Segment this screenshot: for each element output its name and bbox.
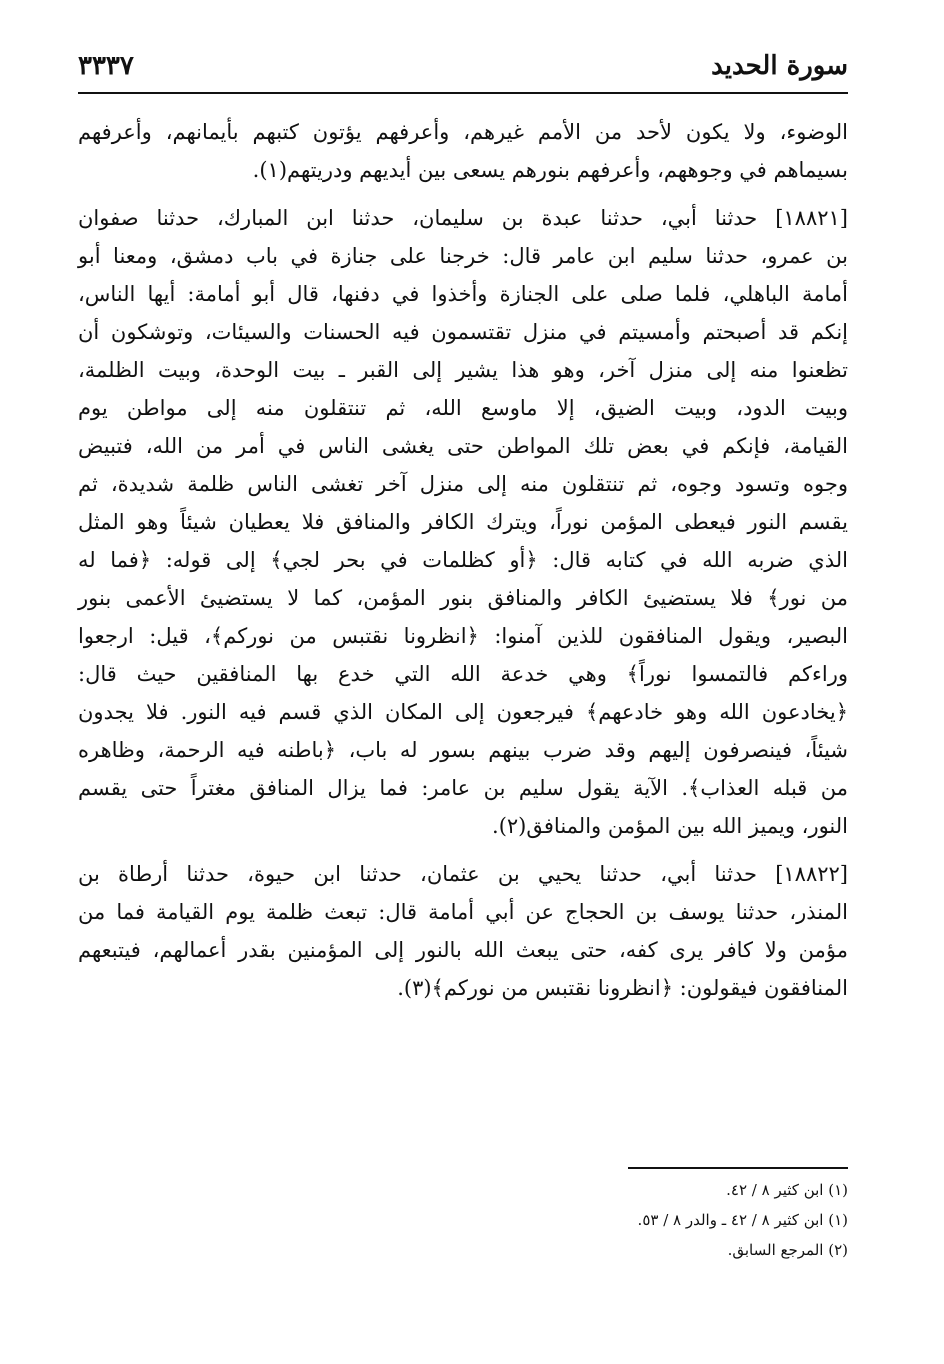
footnote: (١) ابن كثير ٨ / ٤٢. bbox=[726, 1181, 848, 1199]
text-line: شيئاً، فينصرفون إليهم وقد ضرب بينهم بسور له باب، ﴿باطنه فيه الرحمة، وظاهره bbox=[78, 738, 848, 762]
text-line: الوضوء، ولا يكون لأحد من الأمم غيرهم، وأعرفهم يؤتون كتبهم بأيمانهم، وأعرفهم bbox=[78, 120, 848, 144]
footnote-rule bbox=[628, 1167, 848, 1169]
text-line: ﴿يخادعون الله وهو خادعهم﴾ فيرجعون إلى المكان الذي قسم فيه النور. فلا يجدون bbox=[78, 700, 848, 724]
text-line: من قبله العذاب﴾. الآية يقول سليم بن عامر: فما يزال المنافق مغتراً حتى يقسم bbox=[78, 776, 848, 800]
main-text bbox=[78, 113, 848, 1007]
text-line: بن عمرو، حدثنا سليم ابن عامر قال: خرجنا على جنازة في باب دمشق، ومعنا أبو bbox=[78, 244, 848, 268]
paragraph-gap bbox=[78, 845, 848, 855]
text-line: القيامة، فإنكم في بعض تلك المواطن حتى يغشى الناس في أمر من الله، فتبيض bbox=[78, 434, 848, 458]
footnotes bbox=[78, 1175, 848, 1265]
text-line: بسيماهم في وجوههم، وأعرفهم بنورهم يسعى بين أيديهم ودريتهم(١). bbox=[252, 158, 848, 182]
footnote: (١) ابن كثير ٨ / ٤٢ ـ والدر ٨ / ٥٣. bbox=[637, 1211, 848, 1229]
text-line: النور، ويميز الله بين المؤمن والمنافق(٢). bbox=[492, 814, 848, 838]
text-line: [١٨٨٢٢] حدثنا أبي، حدثنا يحيي بن عثمان، حدثنا ابن حيوة، حدثنا أرطاة بن bbox=[78, 862, 848, 886]
surah-title: سورة الحديد bbox=[711, 51, 848, 81]
text-line: المنافقون فيقولون: ﴿انظرونا نقتبس من نوركم﴾(٣). bbox=[397, 976, 848, 1000]
text-line: البصير، ويقول المنافقون للذين آمنوا: ﴿انظرونا نقتبس من نوركم﴾، قيل: ارجعوا bbox=[78, 624, 848, 648]
footnote: (٢) المرجع السابق. bbox=[727, 1241, 848, 1259]
text-line: وجوه وتسود وجوه، ثم تنتقلون منه إلى منزل آخر تغشى الناس ظلمة شديدة، ثم bbox=[78, 472, 848, 496]
text-line: وراءكم فالتمسوا نوراً﴾ وهي خدعة الله التي خدع بها المنافقين حيث قال: bbox=[78, 662, 848, 686]
text-line: الذي ضربه الله في كتابه قال: ﴿أو كظلمات في بحر لجي﴾ إلى قوله: ﴿فما له bbox=[78, 548, 848, 572]
page-number: ٣٣٣٧ bbox=[78, 51, 134, 81]
text-line: المنذر، حدثنا يوسف بن الحجاج عن أبي أمامة قال: تبعث ظلمة يوم القيامة فما من bbox=[78, 900, 848, 924]
text-line: إنكم قد أصبحتم وأمسيتم في منزل تقتسمون فيه الحسنات والسيئات، وتوشكون أن bbox=[78, 320, 848, 344]
text-line: [١٨٨٢١] حدثنا أبي، حدثنا عبدة بن سليمان، حدثنا ابن المبارك، حدثنا صفوان bbox=[78, 206, 848, 230]
header-rule bbox=[78, 92, 848, 94]
text-line: يقسم النور فيعطى المؤمن نوراً، ويترك الكافر والمنافق فلا يعطيان شيئاً وهو المثل bbox=[78, 510, 848, 534]
running-header bbox=[78, 40, 848, 86]
text-line: مؤمن ولا كافر يرى كفه، حتى يبعث الله بالنور إلى المؤمنين بقدر أعمالهم، فيتبعهم bbox=[78, 938, 848, 962]
text-line: وبيت الدود، وبيت الضيق، إلا ماوسع الله، ثم تنتقلون منه إلى مواطن يوم bbox=[78, 396, 848, 420]
paragraph-gap bbox=[78, 189, 848, 199]
text-line: أمامة الباهلي، فلما صلى على الجنازة وأخذوا في دفنها، قال أبو أمامة: أيها الناس، bbox=[78, 282, 848, 306]
text-line: تظعنوا منه إلى منزل آخر، وهو هذا يشير إلى القبر ـ بيت الوحدة، وبيت الظلمة، bbox=[78, 358, 848, 382]
text-line: من نور﴾ فلا يستضيئ الكافر والمنافق بنور المؤمن، كما لا يستضيئ الأعمى بنور bbox=[78, 586, 848, 610]
